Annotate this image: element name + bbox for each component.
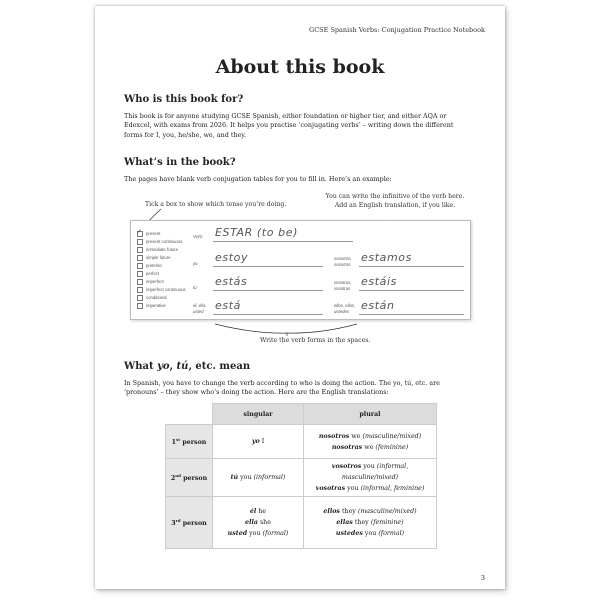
tense-option-present: ✓present: [137, 231, 160, 237]
tense-option: imperfect: [137, 279, 164, 285]
verb-form-yo: estoy: [215, 251, 249, 264]
table-row: [166, 459, 437, 497]
section-heading-whats-in: What’s in the book?: [124, 157, 236, 168]
note-verb-forms: Write the verb forms in the spaces.: [260, 337, 371, 344]
book-page: [95, 6, 505, 589]
pronoun-tu: tú: [193, 285, 197, 290]
verb-label: Verb:: [193, 234, 204, 239]
row-header-2nd-person: 2nd person: [166, 459, 213, 497]
tense-option: simple future: [137, 255, 171, 261]
note-tick-box: Tick a box to show which tense you’re doing.: [145, 201, 287, 208]
brace-verb-forms: [215, 324, 357, 333]
tense-option: preterite: [137, 263, 162, 269]
pronoun-yo: yo: [193, 261, 198, 266]
verb-form-ellos: están: [361, 299, 395, 312]
section-heading-who: Who is this book for?: [124, 94, 244, 105]
verb-form-nosotros: estamos: [361, 251, 412, 264]
tense-option: perfect: [137, 271, 159, 277]
checkbox-icon: [137, 263, 143, 269]
checkbox-icon: [137, 239, 143, 245]
tense-option: imperative: [137, 303, 166, 309]
tense-option: immediate future: [137, 247, 178, 253]
tense-option: imperfect continuous: [137, 287, 186, 293]
cell-3rd-plural: ellos they (masculine/mixed) ellas they (feminine) ustedes you (formal): [304, 497, 437, 549]
checkbox-icon: [137, 279, 143, 285]
row-header-1st-person: 1st person: [166, 425, 213, 459]
pronoun-nosotros: nosotros, nosotras: [334, 256, 352, 267]
note-infinitive: You can write the infinitive of the verb here. Add an English translation, if you like.: [325, 193, 465, 209]
table-row: [166, 497, 437, 549]
checkbox-icon: [137, 295, 143, 301]
checkbox-icon: [137, 271, 143, 277]
section-heading-pronouns: What yo, tú, etc. mean: [124, 361, 251, 372]
section-pronouns-text: In Spanish, you have to change the verb according to who is doing the action. The yo, tú, etc. are ‘pronouns’ – they show who’s doing the action. Here are the English translations:: [124, 379, 440, 397]
checkbox-icon: [137, 303, 143, 309]
table-row: [166, 425, 437, 459]
cell-3rd-singular: él he ella she usted you (formal): [213, 497, 304, 549]
section-whats-in-text: The pages have blank verb conjugation tables for you to fill in. Here’s an example:: [124, 175, 392, 183]
col-header-plural: plural: [304, 404, 437, 425]
section-who-text: This book is for anyone studying GCSE Spanish, either foundation or higher tier, and either AQA or Edexcel, with exams from 2026. It helps you practise ‘conjugating verbs’ – writing down the different forms for I, you, he/she, we, and they.: [124, 112, 454, 139]
tense-option: present continuous: [137, 239, 182, 245]
cell-2nd-plural: vosotros you (informal, masculine/mixed) vosotras you (informal, feminine): [304, 459, 437, 497]
pronoun-ellos: ellos, ellas, ustedes: [334, 303, 356, 314]
page-title: About this book: [215, 56, 385, 78]
col-header-singular: singular: [213, 404, 304, 425]
verb-form-tu: estás: [215, 275, 248, 288]
cell-1st-singular: yo I: [213, 425, 304, 459]
pronoun-vosotros: vosotros, vosotras: [334, 280, 352, 291]
verb-form-vosotros: estáis: [361, 275, 397, 288]
cell-2nd-singular: tú you (informal): [213, 459, 304, 497]
cell-1st-plural: nosotros we (masculine/mixed) nosotras we (feminine): [304, 425, 437, 459]
checkbox-icon: [137, 255, 143, 261]
verb-form-el: está: [215, 299, 241, 312]
example-worksheet: [130, 220, 471, 320]
checkbox-checked-icon: [137, 231, 143, 237]
checkbox-icon: [137, 247, 143, 253]
running-header: GCSE Spanish Verbs: Conjugation Practice Notebook: [309, 26, 485, 34]
verb-infinitive: ESTAR (to be): [215, 226, 298, 239]
row-header-3rd-person: 3rd person: [166, 497, 213, 549]
checkbox-icon: [137, 287, 143, 293]
pronoun-el-ella-usted: él, ella, usted: [193, 303, 207, 314]
page-number: 3: [480, 574, 485, 582]
pronoun-table: [165, 403, 437, 549]
tense-option: conditional: [137, 295, 167, 301]
